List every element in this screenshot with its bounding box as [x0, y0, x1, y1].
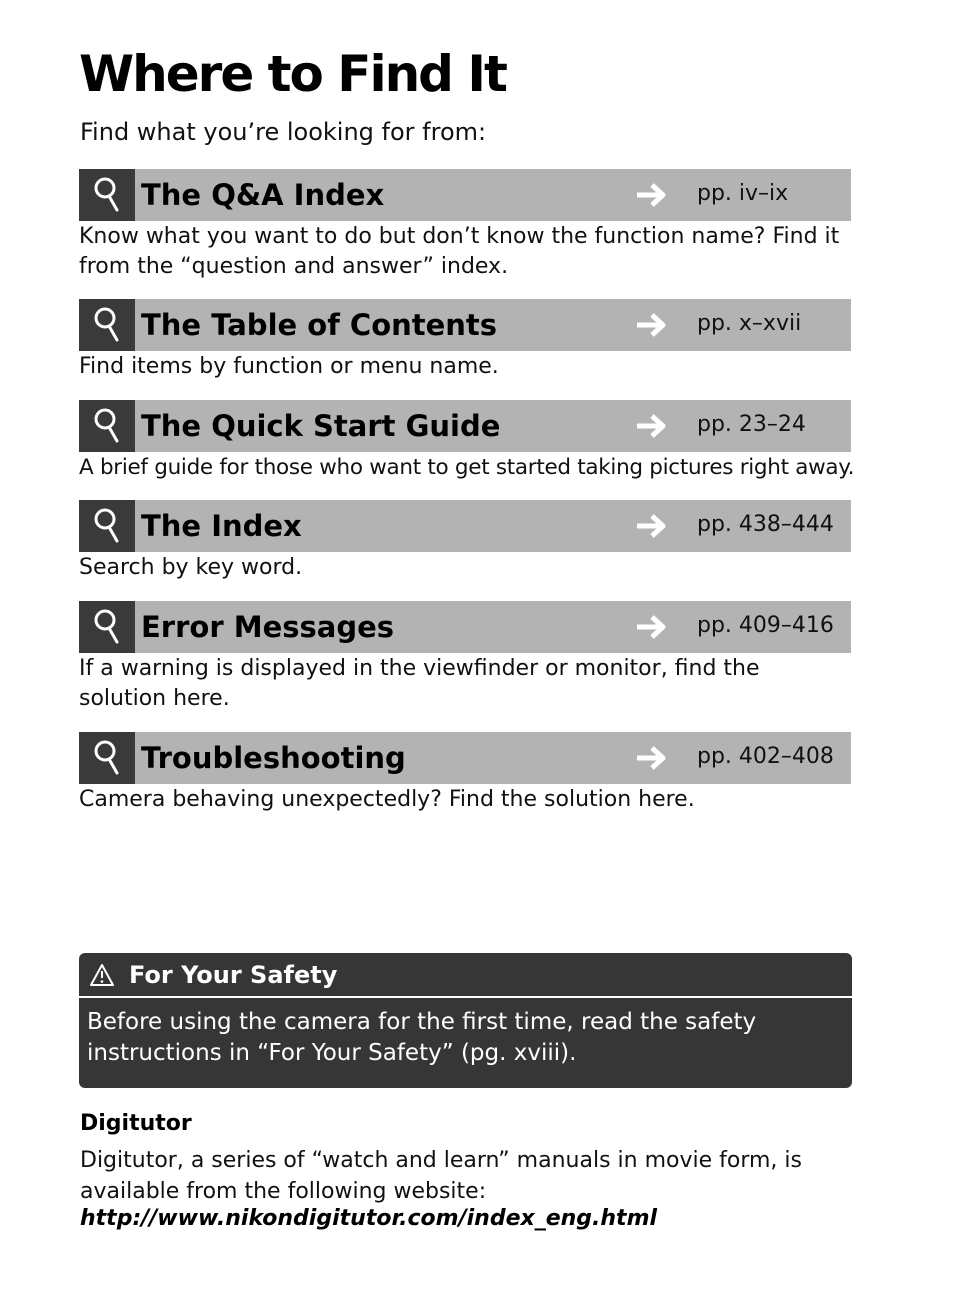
magnifier-icon: [79, 500, 135, 552]
arrow-right-icon: [635, 512, 667, 540]
section-troubleshooting: [79, 732, 851, 815]
safety-title: For Your Safety: [129, 960, 338, 989]
section-pages: pp. 23–24: [697, 412, 806, 437]
section-heading: Error Messages: [141, 610, 395, 644]
intro-text: Find what you’re looking for from:: [80, 118, 487, 146]
section-header-bar: [79, 169, 851, 221]
section-header-bar: [79, 601, 851, 653]
digitutor-url-link[interactable]: http://www.nikondigitutor.com/index_eng.html: [80, 1206, 658, 1231]
arrow-right-icon: [635, 311, 667, 339]
section-description: Know what you want to do but don’t know the function name? Find it from the “question and answer” index.: [79, 224, 840, 279]
magnifier-icon: [79, 400, 135, 452]
magnifier-icon: [79, 299, 135, 351]
digitutor-text: Digitutor, a series of “watch and learn” manuals in movie form, is available from the following website:: [80, 1148, 802, 1204]
section-description: If a warning is displayed in the viewfinder or monitor, find the solution here.: [79, 656, 760, 711]
section-index: [79, 500, 851, 583]
section-pages: pp. x–xvii: [697, 311, 802, 336]
arrow-right-icon: [635, 181, 667, 209]
section-quick-start-guide: [79, 400, 855, 483]
section-header-bar: [79, 299, 851, 351]
digitutor-heading: Digitutor: [80, 1111, 192, 1136]
section-header-bar: [79, 732, 851, 784]
magnifier-icon: [79, 732, 135, 784]
safety-notice: [79, 953, 852, 1088]
section-pages: pp. 402–408: [697, 744, 834, 769]
section-heading: Troubleshooting: [141, 741, 406, 775]
section-description: A brief guide for those who want to get started taking pictures right away.: [79, 455, 855, 480]
arrow-right-icon: [635, 412, 667, 440]
section-error-messages: [79, 601, 851, 714]
section-description: Find items by function or menu name.: [79, 354, 499, 379]
section-heading: The Index: [141, 509, 302, 543]
safety-text: Before using the camera for the first time, read the safety instructions in “For Your Safety” (pg. xviii).: [87, 1009, 757, 1066]
section-heading: The Table of Contents: [141, 308, 498, 342]
section-description: Camera behaving unexpectedly? Find the solution here.: [79, 787, 695, 812]
magnifier-icon: [79, 601, 135, 653]
safety-header: [79, 953, 852, 998]
section-heading: The Quick Start Guide: [141, 409, 501, 443]
section-description: Search by key word.: [79, 555, 303, 580]
section-table-of-contents: [79, 299, 851, 382]
section-header-bar: [79, 400, 851, 452]
magnifier-icon: [79, 169, 135, 221]
section-heading: The Q&A Index: [141, 178, 385, 212]
section-pages: pp. 438–444: [697, 512, 834, 537]
arrow-right-icon: [635, 613, 667, 641]
section-pages: pp. 409–416: [697, 613, 834, 638]
warning-triangle-icon: [89, 963, 115, 987]
section-qa-index: [79, 169, 851, 282]
section-pages: pp. iv–ix: [697, 181, 789, 206]
page-title: Where to Find It: [79, 45, 506, 103]
arrow-right-icon: [635, 744, 667, 772]
section-header-bar: [79, 500, 851, 552]
